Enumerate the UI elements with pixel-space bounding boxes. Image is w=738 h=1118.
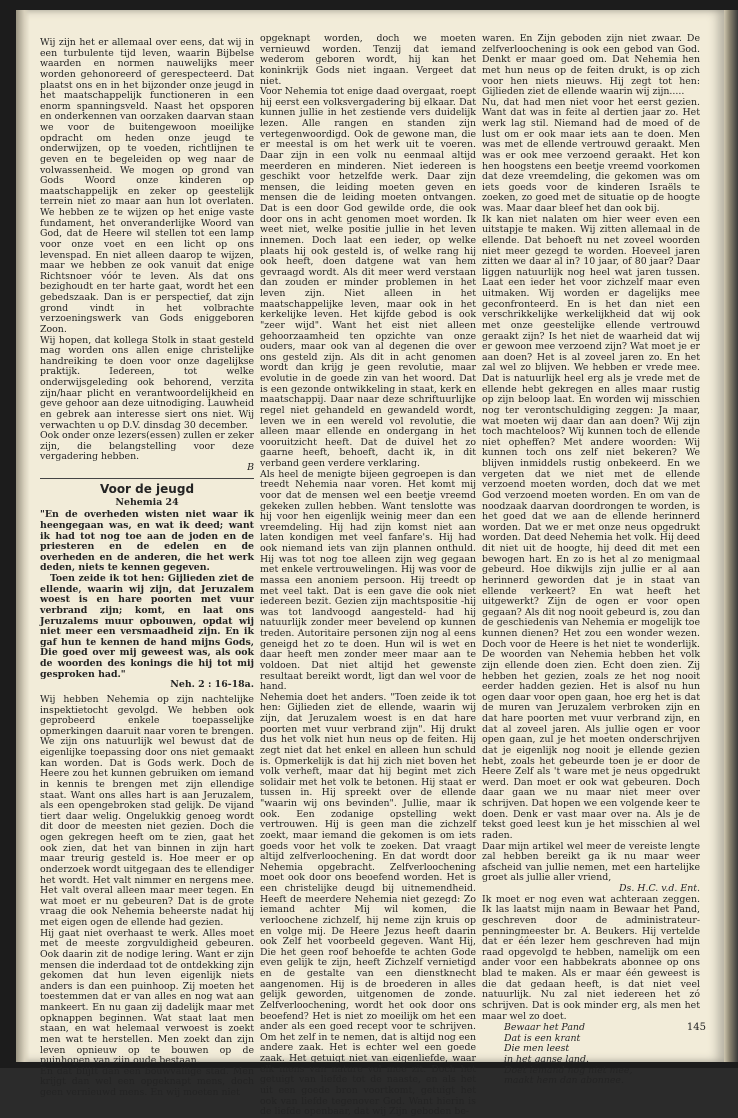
paragraph: Wij hebben Nehemia op zijn nachtelijke inspektietocht gevolgd. We hebben ook geprobeerd enkele toepasselijke opmerkingen daaruit naar voren te brengen. We zijn ons natuurlijk wel bewust dat de eigenlijke toepassing door ons niet gemaakt kan worden. Dat is Gods werk. Doch de Heere zou het kunnen gebruiken om iemand in kennis te brengen met zijn ellendige staat. Want ons alles hart is aan Jeruzalem, als een opengebroken stad gelijk. De vijand tiert daar welig. Ongelukkig genoeg wordt dit door de meesten niet gezien. Doch die ogen gekregen heeft om te zien, gaat het ook zien, dat het van binnen in zijn hart maar treurig gesteld is. Hoe meer er op onderzoek wordt uitgegaan des te ellendiger het wordt. Het valt nimmer en nergens mee. Het valt overal alleen maar meer tegen. En wat moet er nu gebeuren? Dat is de grote vraag die ook Nehemia beheerste nadat hij met eigen ogen de ellende had gezien. xyxy=(40,693,254,928)
scripture-quote: "En de overheden wisten niet waar ik heengegaan was, en wat ik deed; want ik had tot nog toe aan de joden en de priesteren en de edelen en de overheden en de anderen, die het werk deden, niets te kennen gegeven. xyxy=(40,509,254,574)
column-2 xyxy=(260,33,476,1118)
section-divider xyxy=(40,478,254,479)
poem-line: Bewaar het Pand xyxy=(504,1022,585,1034)
poem-line: in het ganse land. xyxy=(504,1054,589,1065)
poem-line: maakt hem dan abonnee. xyxy=(504,1075,624,1087)
paragraph: waren. En Zijn geboden zijn niet zwaar. De zelfverloochening is ook een gebod van God. Denkt er maar goed om. Dat Nehemia hen met hun neus op de feiten drukt, is op zich voor hen niets nieuws. Hij zegt tot hen: Gijlieden ziet de ellende waarin wij zijn..... xyxy=(482,33,700,98)
section-title: Voor de jeugd xyxy=(99,481,195,496)
paragraph: Hij gaat niet overhaast te werk. Alles moet met de meeste zorgvuldigheid gebeuren. Ook daarin zit de nodige lering. Want er zijn mensen die inderdaad tot de ontdekking zijn gekomen dat hun leven eigenlijk niets anders is dan een puinhoop. Zij moeten het toestemmen dat er van alles en nog wat aan mankeert. En nu gaan zij dadelijk maar met opknappen beginnen. Wat staat laat men staan, en wat helemaal verwoest is zoekt men wat te herstellen. Men zoekt dan zijn leven opnieuw op te bouwen op de puinhopen van zijn oude bestaan. xyxy=(40,927,254,1067)
signature-initial: B xyxy=(247,462,254,473)
poem-line: Dat is een krant xyxy=(504,1032,581,1044)
poem-line: Die men leest xyxy=(504,1043,570,1055)
paragraph: Nehemia doet het anders. "Toen zeide ik tot hen: Gijlieden ziet de ellende, waarin wij zijn, dat Jeruzalem woest is en dat hare poorten met vuur verbrand zijn". Hij drukt dus het volk niet hun neus op de feiten. Hij zegt niet dat het enkel en alleen hun schuld is. Opmerkelijk is dat hij zich niet boven het volk verheft, maar dat hij begint met zich solidair met het volk te betonen. Hij staat er tussen in. Hij spreekt over de ellende "waarin wij ons bevinden". Jullie, maar ik ook. Een zodanige opstelling wekt vertrouwen. Hij is geen man die zichzelf zoekt, maar iemand die gekomen is om iets goeds voor het volk te zoeken. Dat vraagt altijd zelfverloochening. En dat wordt door Nehemia opgebracht. Zelfverloochening moet ook door ons beoefend worden. Het is een christelijke deugd bij uitnemendheid. Heeft de meerdere Nehemia niet gezegd: Zo iemand achter Mij wil komen, die verloochene zichzelf, hij neme zijn kruis op en volge mij. De Heere Jezus heeft daarin ook Zelf het voorbeeld gegeven. Want Hij, Die het geen roof behoefde te achten Gode even gelijk te zijn, heeft Zichzelf vernietigd en de gestalte van een dienstknecht aangenomen. Hij is de broederen in alles gelijk geworden, uitgenomen de zonde. Zelfverloochening, wordt het ook door ons beoefend? Het is niet zo moeilijk om het een ander als een goed recept voor te schrijven. Om het zelf in te nemen, dat is altijd nog een andere zaak. Het is echter wel een goede zaak. Het getuigt niet van eigenliefde, waar elk mens van nature vol mee zit. Doch het getuigt van liefde tot de naaste, en als het uit een goede bron voortkomt, getuigt het ook van liefde tegenover God. Want hierin is de liefde openbaar, dat wij Zijn geboden be- xyxy=(260,691,476,1118)
paragraph: Ook onder onze lezers(essen) zullen er zeker zijn, die belangstelling voor deze vergadering hebben. xyxy=(40,430,254,463)
page-edge-shadow xyxy=(724,10,738,1062)
paragraph: Voor Nehemia tot enige daad overgaat, roept hij eerst een volksvergadering bij elkaar. Dat kunnen jullie in het zestiende vers duidelijk lezen. Alle rangen en standen zijn vertegenwoordigd. Ook de gewone man, die er meestal is om het werk uit te voeren. Daar zijn in een volk nu eenmaal altijd meerderen en minderen. Niet iedereen is geschikt voor hetzelfde werk. Daar zijn mensen, die leiding moeten geven en mensen die de leiding moeten ontvangen. Dat is een door God gewilde orde, die ook door ons in acht genomen moet worden. Ik weet niet, welke positie jullie in het leven innemen. Doch laat een ieder, op welke plaats hij ook gesteld is, of welke rang hij ook heeft, doen datgene wat van hem gevraagd wordt. Als dit meer werd verstaan dan zouden er minder problemen in het leven zijn. Niet alleen in het maatschappelijke leven, maar ook in het kerkelijke leven. Het kijfde gebod is ook "zeer wijd". Want het eist niet alleen gehoorzaamheid ten opzichte van onze ouders, maar ook van al degenen die over ons gesteld zijn. Als dit in acht genomen wordt dan krijg je geen revolutie, maar evolutie in de goede zin van het woord. Dat is een gezonde ontwikkeling in staat, kerk en maatschappij. Daar naar deze schriftuurlijke regel niet gehandeld en gewandeld wordt, leven we in een wereld vol revolutie, die alleen maar ellende en ondergang in het vooruitzicht heeft. Dat de duivel het zo gaarne heeft, behoeft, dacht ik, in dit verband geen verdere verklaring. xyxy=(260,86,476,469)
paragraph: Wij zijn het er allemaal over eens, dat wij in een turbulente tijd leven, waarin Bijbelse waarden en normen nauwelijks meer worden gehonoreerd of gerespecteerd. Dat plaatst ons en in het bijzonder onze jeugd in het maatschappelijk functioneren in een enorm spanningsveld. Naast het opsporen en onderkennen van oorzaken daarvan staan we voor de buitengewoon moeilijke opdracht om heden onze jeugd te onderwijzen, op te voeden, richtlijnen te geven en te begeleiden op weg naar de volwassenheid. We mogen op grond van Gods Woord onze kinderen op maatschappelijk en zeker op geestelijk terrein niet zo maar aan hun lot overlaten. We hebben ze te wijzen op het enige vaste fundament, het onveranderlijke Woord van God, dat de Heere wil stellen tot een lamp voor onze voet en een licht op ons levenspad. En niet alleen daarop te wijzen, maar we hebben ze ook vanuit dat enige Richtsnoer vóór te leven. Als dat ons bezighoudt en ter harte gaat, wordt het een gebedszaak. Dan is er perspectief, dat zijn grond vindt in het volbrachte verzoeningswerk van Gods eniggeboren Zoon. xyxy=(40,37,254,335)
scripture-quote: Toen zeide ik tot hen: Gijlieden ziet de ellende, waarin wij zijn, dat Jeruzalem woest is en hare poorten met vuur verbrand zijn; komt, en laat ons Jeruzalems muur opbouwen, opdat wij niet meer een versmaadheid zijn. En ik gaf hun te kennen de hand mijns Gods, Die goed over mij geweest was, als ook de woorden des konings die hij tot mij gesproken had." xyxy=(40,573,254,680)
paragraph: Als heel de menigte bijeen gegroepen is dan treedt Nehemia naar voren. Het komt mij voor dat de mensen wel een beetje vreemd gekeken zullen hebben. Want tenslotte was hij voor hen eigenlijk weinig meer dan een vreemdeling. Hij had zijn komst niet aan laten kondigen met veel fanfare's. Hij had ook niemand iets van zijn plannen onthuld. Hij was tot nog toe alleen zijn weg gegaan met enkele vertrouwelingen. Hij was voor de massa een anoniem persoon. Hij treedt op met veel takt. Dat is een gave die ook niet iedereen bezit. Gezien zijn machtspositie -hij was tot landvoogd aangesteld- had hij natuurlijk zonder meer bevelend op kunnen treden. Autoritaire personen zijn nog al eens geneigd het zo te doen. Hun wil is wet en daar heeft men zonder meer maar aan te voldoen. Dat niet altijd het gewenste resultaat bereikt wordt, ligt dan wel voor de hand. xyxy=(260,468,476,693)
section-subtitle: Nehemia 24 xyxy=(115,496,179,508)
paragraph: opgeknapt worden, doch we moeten vernieuwd worden. Tenzij dat iemand wederom geboren wordt, hij kan het koninkrijk Gods niet ingaan. Vergeet dat niet. xyxy=(260,33,476,87)
paragraph: Ik kan niet nalaten om hier weer even een uitstapje te maken. Wij zitten allemaal in de ellende. Dat behoeft nu net zoveel woorden niet meer gezegd te worden. Hoeveel jaren zitten we daar al in? 10 jaar, of 80 jaar? Daar liggen natuurlijk nog heel wat jaren tussen. Laat een ieder het voor zichzelf maar even uitmaken. Wij worden er dagelijks mee geconfronteerd. En is het dan niet een verschrikkelijke werkelijkheid dat wij ook met onze geestelijke ellende vertrouwd geraakt zijn? Is het niet de waarheid dat wij er gewoon mee verzoend zijn? Wat moet je er aan doen? Het is al zoveel jaren zo. En het zal wel zo blijven. We hebben er vrede mee. Dat is natuurlijk heel erg als je vrede met de ellende hebt gekregen en alles maar rustig op zijn beloop laat. En worden wij misschien nog ter verontschuldiging zeggen: Ja maar, wat moeten wij daar dan aan doen? Wij zijn toch machteloos? Wij kunnen toch de ellende niet opheffen? Met andere woorden: Wij kunnen toch ons zelf niet bekeren? We blijven inmiddels rustig onbekeerd. En we vergeten dat we niet met de ellende verzoend moeten worden, doch dat we met God verzoend moeten worden. En om van de noodzaak daarvan doordrongen te worden, is het goed dat we aan de ellende herinnerd worden. Dat we er met onze neus opgedrukt worden. Dat deed Nehemia het volk. Hij deed dit niet uit de hoogte, hij deed dit met een bewogen hart. En zo is het al zo menigmaal gebeurd. Hoe dikwijls zijn jullie er al aan herinnerd geworden dat je in staat van ellende verkeert? En wat heeft het uitgewerkt? Zijn de ogen er voor open gegaan? Als dit nog nooit gebeurd is, zou dan de geschiedenis van Nehemia er mogelijk toe kunnen dienen? Het zou een wonder wezen. Doch voor de Heere is het niet te wonderlijk. De woorden van Nehemia hebben het volk zijn ellende doen zien. Echt doen zien. Zij hebben het gezien, zoals ze het nog nooit eerder hadden gezien. Het is alsof nu hun ogen daar voor open gaan, hoe erg het is dat de muren van Jeruzalem verbroken zijn en dat hare poorten met vuur verbrand zijn, en dat al zoveel jaren. Als jullie ogen er voor open gaan, zul je het moeten onderschrijven dat je eigenlijk nog nooit je ellende gezien hebt, zoals het gebeurde toen je er door de Heere Zelf als 't ware met je neus opgedrukt werd. Dan moet er ook wat gebeuren. Doch daar gaan we nu maar niet meer over schrijven. Dat hopen we een volgende keer te doen. Denk er vast maar over na. Als je de tekst goed leest kun je het misschien al wel raden. xyxy=(482,213,700,841)
column-1 xyxy=(40,37,254,1098)
paragraph: Ik moet er nog even wat achteraan zeggen. Ik las laatst mijn naam in Bewaar het Pand, geschreven door de administrateur-penningmeester br. A. Beukers. Hij vertelde dat er één lezer hem geschreven had mijn raad opgevolgd te hebben, namelijk om een ander voor een habbekrats abonnee op ons blad te maken. Als er maar één geweest is die dat gedaan heeft, is dat niet veel natuurlijk. Nu zal niet iedereen het zó schrijven. Dat is ook minder erg, als men het maar wel zo doet. xyxy=(482,893,700,1022)
paragraph: Wij hopen, dat kollega Stolk in staat gesteld mag worden ons allen enige christelijke handreiking te doen voor onze dagelijkse praktijk. Iedereen, tot welke onderwijsgeleding ook behorend, verzita zijn/haar plicht en verantwoordelijkheid en geve gehoor aan deze uitnodiging. Lauwheid en gebrek aan interesse siert ons niet. Wij verwachten u op D.V. dinsdag 30 december. xyxy=(40,334,254,431)
poem xyxy=(504,1023,700,1087)
page-spine-shadow xyxy=(16,10,30,1062)
paragraph: Daar mijn artikel wel meer de vereiste lengte zal hebben bereikt ga ik nu maar weer afscheid van jullie nemen, met een hartelijke groet als jullie aller vriend, xyxy=(482,840,700,884)
paragraph: En dat blijft dan een bouwvallige stad. Men krijgt dan wel een opgeknapt mens, doch geen vernieuwd mens. En wij moeten niet xyxy=(40,1065,254,1098)
page-number: 145 xyxy=(686,1022,706,1033)
paragraph: Nu, dat had men niet voor het eerst gezien. Want dat was in feite al dertien jaar zo. Het werk lag stil. Niemand had de moed of de lust om er ook maar iets aan te doen. Men was met de ellende vertrouwd geraakt. Men was er ook mee verzoend geraakt. Het kon hen hoogstens een beetje vreemd voorkomen dat deze vreemdeling, die gekomen was om iets goeds voor de kinderen Israëls te zoeken, zo goed met de situatie op de hoogte was. Maar daar bleef het dan ook bij. xyxy=(482,96,700,214)
poem-line: Doet iemand nog niet mee, xyxy=(504,1064,633,1076)
author-signature: Ds. H.C. v.d. Ent. xyxy=(619,883,700,894)
scripture-reference: Neh. 2 : 16-18a. xyxy=(170,679,254,691)
